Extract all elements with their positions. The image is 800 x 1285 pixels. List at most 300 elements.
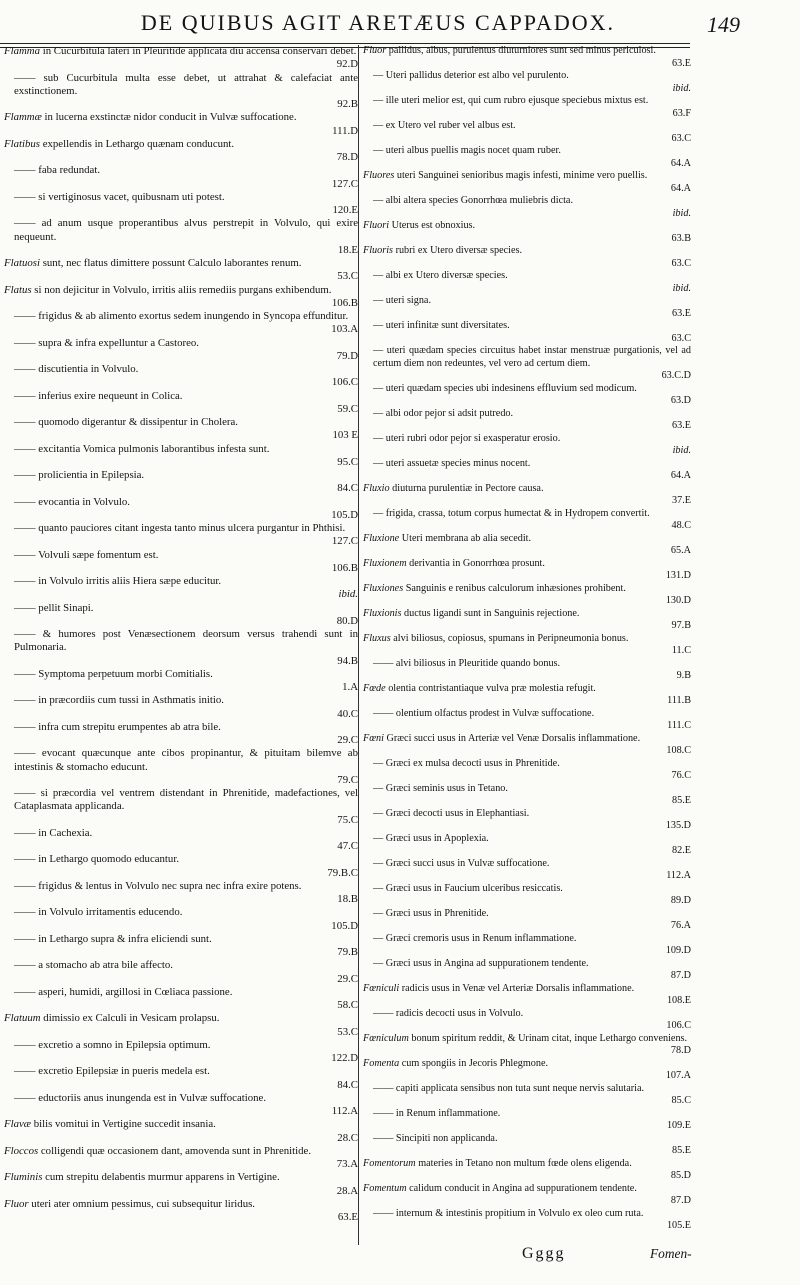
entry-reference: 84.C bbox=[337, 482, 358, 495]
entry-reference: ibid. bbox=[338, 588, 358, 601]
entry-text: —— pellit Sinapi. bbox=[14, 601, 94, 614]
entry-reference: 79.B.C bbox=[327, 866, 358, 879]
index-entry bbox=[4, 1198, 358, 1225]
entry-reference: 105.E bbox=[666, 1220, 691, 1231]
index-entry bbox=[4, 416, 358, 443]
entry-text: — ille uteri melior est, qui cum rubro ejusque speciebus mixtus est. bbox=[373, 95, 649, 106]
entry-reference: 92.D bbox=[336, 58, 358, 71]
entry-reference: 63.C bbox=[671, 332, 691, 344]
index-entry bbox=[363, 758, 691, 783]
entry-text: — Græci decocti usus in Elephantiasi. bbox=[373, 807, 530, 819]
index-entry bbox=[363, 433, 691, 458]
entry-text: — Græci succi usus in Vulvæ suffocatione. bbox=[373, 857, 550, 869]
entry-reference: 48.C bbox=[671, 520, 691, 531]
entry-reference: 29.C bbox=[337, 734, 358, 746]
index-entry bbox=[363, 533, 691, 558]
entry-reference: 108.C bbox=[666, 745, 691, 756]
entry-text: — albi altera species Gonorrhœa muliebris dicta. bbox=[373, 195, 574, 206]
entry-reference: 47.C bbox=[337, 840, 358, 852]
entry-headword: Floccos bbox=[4, 1144, 39, 1157]
entry-reference: 95.C bbox=[337, 455, 358, 468]
entry-reference: 75.C bbox=[337, 813, 358, 826]
entry-reference: 28.C bbox=[337, 1131, 358, 1144]
entry-text: — Græci usus in Phrenitide. bbox=[373, 907, 489, 919]
entry-headword: Flamma bbox=[4, 45, 40, 57]
entry-reference: 112.A bbox=[331, 1105, 358, 1117]
index-entry bbox=[4, 522, 358, 549]
index-entry bbox=[363, 295, 691, 320]
entry-reference: 79.B bbox=[337, 946, 358, 958]
entry-text: —— internum & intestinis propitium in Volvulo ex oleo cum ruta. bbox=[373, 1207, 644, 1219]
entry-reference: 63.E bbox=[672, 420, 691, 431]
entry-text: — uteri infinitæ sunt diversitates. bbox=[373, 320, 510, 331]
entry-headword: Flatus bbox=[4, 283, 32, 296]
entry-reference: 87.D bbox=[670, 970, 691, 981]
entry-reference: 122.D bbox=[331, 1052, 358, 1064]
index-entry bbox=[363, 483, 691, 508]
entry-reference: 105.D bbox=[331, 919, 358, 932]
index-entry bbox=[4, 310, 358, 337]
entry-text: —— frigidus & lentus in Volvulo nec supra nec infra exire potens. bbox=[14, 879, 302, 892]
entry-text: —— in præcordiis cum tussi in Asthmatis initio. bbox=[14, 694, 224, 707]
index-entry bbox=[363, 508, 691, 533]
entry-headword: Flatibus bbox=[4, 137, 40, 150]
index-entry bbox=[363, 908, 691, 933]
index-entry bbox=[363, 458, 691, 483]
entry-text: in Cucurbitula lateri in Pleuritide applicata diu accensa conservari debet. bbox=[40, 45, 357, 57]
index-entry bbox=[4, 191, 358, 218]
entry-text: —— si vertiginosus vacet, quibusnam uti potest. bbox=[14, 190, 225, 203]
entry-text: — albi ex Utero diversæ species. bbox=[373, 270, 508, 281]
entry-reference: 63.D bbox=[670, 395, 691, 406]
index-entry bbox=[363, 633, 691, 658]
entry-text: — Uteri pallidus deterior est albo vel purulento. bbox=[373, 70, 569, 81]
entry-reference: 111.B bbox=[667, 695, 691, 706]
entry-reference: 28.A bbox=[336, 1184, 358, 1197]
page-header bbox=[0, 10, 800, 42]
index-entry bbox=[4, 549, 358, 576]
entry-text: si non dejicitur in Volvulo, irritis aliis remediis purgans exhibendum. bbox=[31, 283, 332, 296]
entry-text: — Græci seminis usus in Tetano. bbox=[373, 782, 508, 794]
entry-reference: 108.E bbox=[666, 995, 691, 1006]
entry-reference: 64.A bbox=[670, 470, 691, 481]
index-entry bbox=[4, 1145, 358, 1172]
index-entry bbox=[363, 95, 691, 120]
entry-reference: 9.B bbox=[676, 670, 691, 681]
index-entry bbox=[363, 170, 691, 195]
entry-text: in lucerna exstinctæ nidor conducit in Vulvæ suffocatione. bbox=[41, 111, 297, 124]
entry-headword: Fomentum bbox=[363, 1182, 407, 1194]
index-entry bbox=[363, 145, 691, 170]
entry-text: —— capiti applicata sensibus non tuta sunt neque nervis salutaria. bbox=[373, 1082, 645, 1094]
entry-reference: 63.E bbox=[337, 1211, 358, 1223]
entry-headword: Fomenta bbox=[363, 1057, 400, 1069]
entry-reference: 1.A bbox=[342, 681, 358, 693]
index-entry bbox=[4, 694, 358, 721]
entry-text: —— quomodo digerantur & dissipentur in Cholera. bbox=[14, 416, 239, 428]
index-entry bbox=[4, 45, 358, 72]
index-entry bbox=[363, 558, 691, 583]
entry-reference: 18.B bbox=[337, 893, 358, 905]
entry-reference: 106.C bbox=[331, 376, 358, 389]
entry-reference: 63.E bbox=[672, 307, 691, 319]
entry-reference: 106.C bbox=[666, 1020, 691, 1031]
index-entry bbox=[4, 906, 358, 933]
entry-reference: 111.D bbox=[332, 124, 358, 137]
entry-text: — uteri quædam species ubi indesinens effluvium sed modicum. bbox=[373, 382, 637, 394]
entry-reference: 82.E bbox=[672, 845, 691, 856]
entry-text: —— in Lethargo supra & infra eliciendi sunt. bbox=[14, 932, 212, 945]
index-entry bbox=[4, 1171, 358, 1198]
index-entry bbox=[363, 1008, 691, 1033]
entry-reference: 85.C bbox=[671, 1095, 691, 1106]
entry-headword: Flammæ bbox=[4, 111, 42, 124]
entry-headword: Flatuum bbox=[4, 1012, 41, 1025]
entry-text: —— supra & infra expelluntur a Castoreo. bbox=[14, 336, 199, 349]
index-entry bbox=[363, 270, 691, 295]
entry-text: —— ad anum usque properantibus alvus perstrepit in Volvulo, qui exire nequeunt. bbox=[14, 217, 358, 243]
index-entry bbox=[4, 668, 358, 695]
entry-text: — uteri albus puellis magis nocet quam ruber. bbox=[373, 145, 561, 156]
entry-reference: 59.C bbox=[337, 402, 358, 415]
entry-text: —— frigidus & ab alimento exortus sedem inungendo in Syncopa effunditur. bbox=[14, 310, 349, 322]
entry-reference: 112.A bbox=[666, 870, 691, 881]
index-entry bbox=[4, 284, 358, 311]
entry-reference: 85.E bbox=[672, 795, 691, 806]
entry-text: — Græci usus in Faucium ulceribus resiccatis. bbox=[373, 882, 563, 894]
entry-text: —— Volvuli sæpe fomentum est. bbox=[14, 548, 159, 561]
entry-reference: 64.A bbox=[670, 182, 691, 194]
entry-text: materies in Tetano non multum fœde olens eligenda. bbox=[415, 1157, 632, 1169]
entry-text: diuturna purulentiæ in Pectore causa. bbox=[389, 482, 544, 494]
entry-text: — uteri quædam species circuitus habet instar menstruæ purgationis, vel ad certum diem non redeuntes, vel vero ad certum diem. bbox=[373, 345, 691, 369]
entry-reference: 84.C bbox=[337, 1078, 358, 1091]
entry-reference: 76.A bbox=[670, 920, 691, 931]
entry-reference: 73.A bbox=[336, 1158, 358, 1170]
entry-text: —— radicis decocti usus in Volvulo. bbox=[373, 1007, 524, 1019]
entry-headword: Fomentorum bbox=[363, 1157, 416, 1169]
entry-reference: 85.D bbox=[670, 1170, 691, 1181]
entry-text: —— excitantia Vomica pulmonis laborantibus infesta sunt. bbox=[14, 442, 270, 455]
entry-text: —— quanto pauciores citant ingesta tanto minus ulcera purgantur in Phthisi. bbox=[14, 522, 346, 534]
index-entry bbox=[363, 120, 691, 145]
index-entry bbox=[363, 1133, 691, 1158]
entry-reference: 63.C.D bbox=[661, 370, 691, 381]
entry-reference: 18.E bbox=[337, 243, 358, 256]
entry-text: colligendi quæ occasionem dant, amovenda sunt in Phrenitide. bbox=[38, 1144, 312, 1157]
entry-text: derivantia in Gonorrhœa prosunt. bbox=[406, 557, 545, 569]
index-entry bbox=[4, 1039, 358, 1066]
entry-reference: 29.C bbox=[337, 972, 358, 985]
right-column bbox=[363, 45, 691, 1233]
index-entry bbox=[363, 783, 691, 808]
index-entry bbox=[4, 337, 358, 364]
entry-text: — uteri rubri odor pejor si exasperatur erosio. bbox=[373, 432, 561, 444]
entry-text: uteri Sanguinei senioribus magis infesti, minime vero puellis. bbox=[394, 170, 648, 181]
entry-headword: Fœniculi bbox=[363, 982, 400, 994]
entry-reference: 63.E bbox=[672, 57, 691, 69]
entry-reference: 111.C bbox=[667, 720, 691, 731]
entry-reference: 63.C bbox=[671, 257, 691, 269]
entry-reference: 79.C bbox=[337, 773, 358, 786]
entry-headword: Fluxione bbox=[363, 532, 400, 544]
index-entry bbox=[4, 217, 358, 257]
index-entry bbox=[363, 808, 691, 833]
entry-text: —— infra cum strepitu erumpentes ab atra bile. bbox=[14, 720, 221, 733]
entry-headword: Fluxionem bbox=[363, 557, 407, 569]
index-entry bbox=[363, 1083, 691, 1108]
index-entry bbox=[363, 345, 691, 383]
entry-headword: Flatuosi bbox=[4, 257, 40, 269]
signature-mark: Gggg bbox=[522, 1245, 566, 1262]
entry-text: —— excretio a somno in Epilepsia optimum. bbox=[14, 1038, 211, 1051]
entry-text: — Græci usus in Angina ad suppurationem tendente. bbox=[373, 957, 589, 969]
index-entry bbox=[363, 983, 691, 1008]
entry-text: Uteri membrana ab alia secedit. bbox=[399, 532, 532, 544]
entry-text: Sanguinis e renibus calculorum inhæsiones prohibent. bbox=[403, 582, 626, 594]
entry-reference: 63.C bbox=[671, 132, 691, 144]
entry-reference: ibid. bbox=[672, 82, 691, 94]
entry-reference: 63.F bbox=[672, 107, 691, 119]
index-entry bbox=[4, 111, 358, 138]
entry-reference: 37.E bbox=[672, 495, 691, 506]
entry-reference: 106.B bbox=[331, 561, 358, 574]
entry-headword: Fluminis bbox=[4, 1171, 43, 1184]
entry-text: calidum conducit in Angina ad suppurationem tendente. bbox=[406, 1182, 637, 1194]
entry-reference: 40.C bbox=[337, 707, 358, 720]
entry-reference: 87.D bbox=[670, 1195, 691, 1206]
entry-reference: 89.D bbox=[670, 895, 691, 906]
entry-text: —— faba redundat. bbox=[14, 164, 101, 177]
index-entry bbox=[363, 583, 691, 608]
index-entry bbox=[363, 608, 691, 633]
left-column bbox=[4, 45, 358, 1224]
entry-text: Uterus est obnoxius. bbox=[389, 220, 476, 231]
entry-text: —— sub Cucurbitula multa esse debet, ut attrahat & calefaciat ante exstinctionem. bbox=[14, 71, 358, 97]
entry-headword: Fluor bbox=[363, 45, 387, 56]
entry-reference: 109.E bbox=[666, 1120, 691, 1131]
index-entry bbox=[4, 880, 358, 907]
entry-text: —— alvi biliosus in Pleuritide quando bonus. bbox=[373, 657, 561, 669]
entry-reference: 97.B bbox=[671, 620, 691, 631]
entry-text: —— evocantia in Volvulo. bbox=[14, 495, 130, 508]
entry-text: —— discutientia in Volvulo. bbox=[14, 363, 139, 375]
entry-text: olentia contristantiaque vulva præ molestia refugit. bbox=[385, 682, 596, 694]
entry-text: —— evocant quæcunque ante cibos propinantur, & pituitam bilemve ab intestinis & stomacho educunt. bbox=[14, 747, 358, 773]
entry-text: —— prolicientia in Epilepsia. bbox=[14, 469, 145, 481]
index-entry bbox=[4, 827, 358, 854]
catchword: Fomen- bbox=[650, 1246, 692, 1261]
entry-text: —— Symptoma perpetuum morbi Comitialis. bbox=[14, 667, 213, 680]
entry-text: — ex Utero vel ruber vel albus est. bbox=[373, 120, 516, 131]
entry-reference: 105.D bbox=[331, 508, 358, 521]
index-entry bbox=[4, 138, 358, 165]
entry-text: —— in Renum inflammatione. bbox=[373, 1107, 501, 1119]
index-entry bbox=[363, 70, 691, 95]
index-entry bbox=[4, 1012, 358, 1039]
entry-headword: Fluxus bbox=[363, 632, 391, 644]
index-entry bbox=[4, 443, 358, 470]
entry-reference: 131.D bbox=[665, 570, 691, 581]
entry-text: — uteri assuetæ species minus nocent. bbox=[373, 457, 531, 469]
entry-text: sunt, nec flatus dimittere possunt Calculo laborantes renum. bbox=[40, 257, 302, 269]
index-entry bbox=[4, 1065, 358, 1092]
entry-headword: Fluxionis bbox=[363, 607, 402, 619]
index-entry bbox=[363, 933, 691, 958]
entry-text: — albi odor pejor si adsit putredo. bbox=[373, 407, 514, 419]
entry-text: cum strepitu delabentis murmur apparens in Vertigine. bbox=[42, 1171, 280, 1184]
entry-text: expellendis in Lethargo quænam conducunt. bbox=[40, 137, 235, 150]
index-entry bbox=[363, 733, 691, 758]
entry-text: bonum spiritum reddit, & Urinam citat, inque Lethargo conveniens. bbox=[408, 1032, 688, 1044]
entry-reference: 79.D bbox=[336, 349, 358, 362]
index-entry bbox=[4, 787, 358, 827]
entry-text: —— olentium olfactus prodest in Vulvæ suffocatione. bbox=[373, 707, 595, 719]
entry-text: —— a stomacho ab atra bile affecto. bbox=[14, 959, 173, 972]
index-entry bbox=[363, 195, 691, 220]
entry-text: —— Sincipiti non applicanda. bbox=[373, 1132, 498, 1144]
index-entry bbox=[4, 986, 358, 1013]
entry-headword: Fluor bbox=[4, 1197, 29, 1210]
index-entry bbox=[4, 469, 358, 496]
entry-headword: Fluxio bbox=[363, 482, 390, 494]
index-entry bbox=[363, 1108, 691, 1133]
entry-reference: 120.E bbox=[332, 204, 358, 216]
entry-reference: ibid. bbox=[672, 445, 691, 456]
index-entry bbox=[4, 257, 358, 284]
entry-text: — frigida, crassa, totum corpus humectat & in Hydropem convertit. bbox=[373, 507, 650, 519]
entry-reference: ibid. bbox=[672, 282, 691, 294]
entry-reference: 80.D bbox=[336, 614, 358, 627]
entry-text: alvi biliosus, copiosus, spumans in Peripneumonia bonus. bbox=[390, 632, 629, 644]
index-entry bbox=[4, 390, 358, 417]
index-entry bbox=[363, 220, 691, 245]
index-entry bbox=[4, 853, 358, 880]
index-entry bbox=[363, 858, 691, 883]
index-entry bbox=[4, 164, 358, 191]
entry-headword: Fœde bbox=[363, 682, 386, 694]
entry-reference: 78.D bbox=[670, 1045, 691, 1056]
entry-text: — uteri signa. bbox=[373, 295, 432, 306]
running-title: DE QUIBUS AGIT ARETÆUS CAPPADOX. bbox=[140, 10, 616, 35]
entry-reference: 58.C bbox=[337, 999, 358, 1011]
entry-text: rubri ex Utero diversæ species. bbox=[393, 245, 523, 256]
index-entry bbox=[363, 658, 691, 683]
entry-text: Græci succi usus in Arteriæ vel Venæ Dorsalis inflammatione. bbox=[383, 732, 641, 744]
entry-headword: Flavæ bbox=[4, 1118, 31, 1131]
index-entry bbox=[363, 408, 691, 433]
entry-text: —— si præcordia vel ventrem distendant in Phrenitide, madefactiones, vel Cataplasmata applicanda. bbox=[14, 787, 358, 813]
entry-text: — Græci usus in Apoplexia. bbox=[373, 832, 489, 844]
entry-text: pallidus, albus, purulentus diuturniores sunt sed minus periculosi. bbox=[386, 45, 656, 56]
entry-text: bilis vomitui in Vertigine succedit insania. bbox=[31, 1118, 216, 1131]
entry-reference: 64.A bbox=[670, 157, 691, 169]
index-entry bbox=[363, 1208, 691, 1233]
index-entry bbox=[363, 383, 691, 408]
entry-text: —— in Lethargo quomodo educantur. bbox=[14, 853, 180, 866]
index-entry bbox=[363, 1033, 691, 1058]
entry-text: —— in Volvulo irritis aliis Hiera sæpe educitur. bbox=[14, 575, 222, 587]
entry-reference: 11.C bbox=[671, 645, 691, 656]
entry-reference: 63.B bbox=[671, 232, 691, 244]
entry-headword: Fœniculum bbox=[363, 1032, 409, 1044]
entry-reference: 53.C bbox=[337, 270, 358, 283]
index-entry bbox=[4, 628, 358, 668]
index-entry bbox=[363, 958, 691, 983]
index-entry bbox=[363, 683, 691, 708]
index-entry bbox=[363, 1158, 691, 1183]
entry-reference: 127.C bbox=[331, 535, 358, 548]
column-divider bbox=[358, 45, 359, 1245]
entry-reference: 107.A bbox=[665, 1070, 691, 1081]
index-entry bbox=[4, 496, 358, 523]
index-entry bbox=[4, 747, 358, 787]
entry-reference: 103.A bbox=[331, 323, 358, 336]
entry-text: —— & humores post Venæsectionem deorsum versus trahendi sunt in Pulmonaria. bbox=[14, 628, 358, 654]
index-entry bbox=[363, 833, 691, 858]
entry-reference: 103 E bbox=[332, 429, 358, 442]
entry-text: —— in Volvulo irritamentis educendo. bbox=[14, 906, 183, 919]
index-entry bbox=[363, 708, 691, 733]
index-entry bbox=[4, 959, 358, 986]
entry-reference: 76.C bbox=[671, 770, 691, 781]
entry-text: — Græci ex mulsa decocti usus in Phrenitide. bbox=[373, 757, 560, 769]
entry-headword: Fluoris bbox=[363, 245, 394, 256]
index-entry bbox=[363, 45, 691, 70]
index-entry bbox=[4, 933, 358, 960]
index-entry bbox=[4, 72, 358, 112]
entry-reference: ibid. bbox=[672, 207, 691, 219]
entry-headword: Fœni bbox=[363, 732, 384, 744]
index-entry bbox=[363, 1183, 691, 1208]
entry-text: dimissio ex Calculi in Vesicam prolapsu. bbox=[40, 1012, 220, 1025]
entry-text: cum spongiis in Jecoris Phlegmone. bbox=[399, 1057, 549, 1069]
entry-reference: 92.B bbox=[337, 98, 358, 110]
entry-text: —— eductoriis anus inungenda est in Vulvæ suffocatione. bbox=[14, 1091, 267, 1104]
index-entry bbox=[4, 721, 358, 748]
index-entry bbox=[363, 1058, 691, 1083]
index-entry bbox=[363, 245, 691, 270]
page-number: 149 bbox=[707, 12, 740, 37]
entry-text: ductus ligandi sunt in Sanguinis rejectione. bbox=[401, 607, 580, 619]
entry-text: radicis usus in Venæ vel Arteriæ Dorsalis inflammatione. bbox=[399, 982, 635, 994]
index-entry bbox=[363, 320, 691, 345]
entry-reference: 109.D bbox=[665, 945, 691, 956]
index-entry bbox=[4, 602, 358, 629]
entry-text: —— inferius exire nequeunt in Colica. bbox=[14, 389, 183, 402]
entry-text: —— asperi, humidi, argillosi in Cœliaca passione. bbox=[14, 985, 233, 998]
entry-text: —— excretio Epilepsiæ in pueris medela est. bbox=[14, 1065, 210, 1078]
entry-headword: Fluxiones bbox=[363, 582, 404, 594]
entry-text: uteri ater omnium pessimus, cui subsequitur liridus. bbox=[28, 1197, 256, 1210]
index-entry bbox=[4, 575, 358, 602]
entry-text: —— in Cachexia. bbox=[14, 826, 93, 839]
entry-reference: 53.C bbox=[337, 1025, 358, 1038]
entry-reference: 135.D bbox=[665, 820, 691, 831]
index-entry bbox=[4, 1092, 358, 1119]
index-entry bbox=[4, 363, 358, 390]
entry-reference: 130.D bbox=[665, 595, 691, 606]
index-entry bbox=[363, 883, 691, 908]
entry-headword: Fluori bbox=[363, 220, 390, 231]
entry-reference: 85.E bbox=[672, 1145, 691, 1156]
entry-text: — Græci cremoris usus in Renum inflammatione. bbox=[373, 932, 577, 944]
entry-reference: 106.B bbox=[331, 296, 358, 309]
entry-reference: 127.C bbox=[331, 177, 358, 190]
entry-reference: 78.D bbox=[336, 151, 358, 163]
entry-reference: 65.A bbox=[670, 545, 691, 556]
index-entry bbox=[4, 1118, 358, 1145]
